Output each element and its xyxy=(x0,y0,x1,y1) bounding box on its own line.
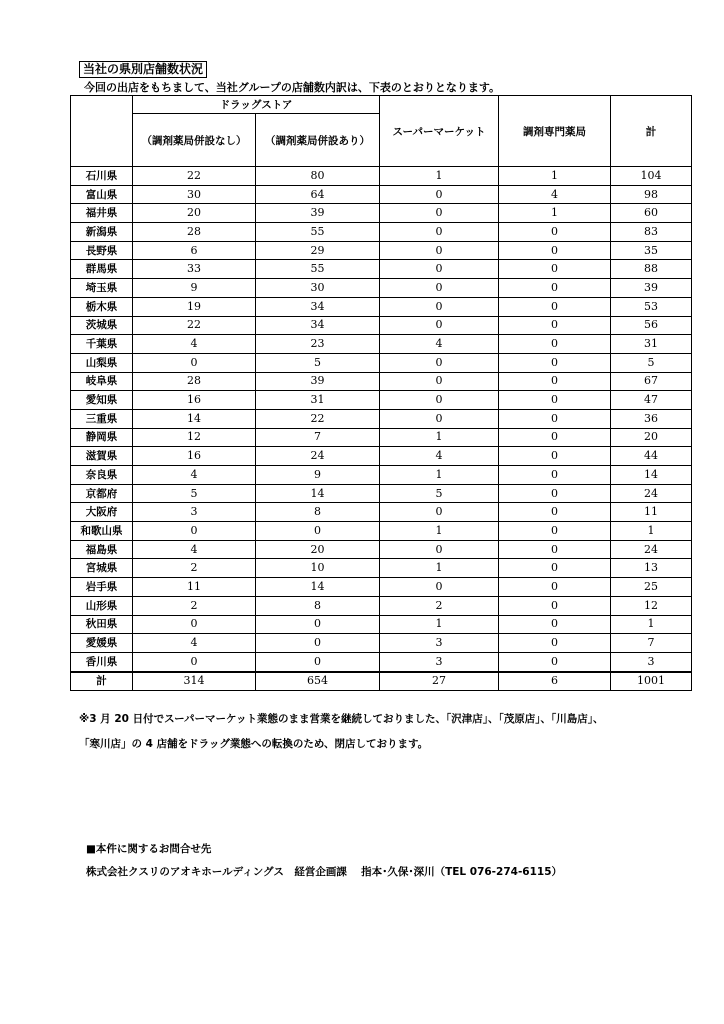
table-body xyxy=(71,167,692,691)
cell-drug-with-pharmacy: 64 xyxy=(256,185,380,204)
cell-prefecture: 秋田県 xyxy=(71,615,133,634)
cell-drug-with-pharmacy: 80 xyxy=(256,167,380,186)
cell-prefecture: 福島県 xyxy=(71,540,133,559)
cell-drug-no-pharmacy: 3 xyxy=(133,503,256,522)
table-row xyxy=(71,634,692,653)
cell-prefecture: 石川県 xyxy=(71,167,133,186)
cell-drug-no-pharmacy: 30 xyxy=(133,185,256,204)
cell-total: 1001 xyxy=(611,672,692,691)
cell-pharmacy-only: 0 xyxy=(499,260,611,279)
cell-pharmacy-only: 0 xyxy=(499,559,611,578)
cell-prefecture: 岩手県 xyxy=(71,578,133,597)
header-drug-with-pharmacy: （調剤薬局併設あり） xyxy=(256,114,380,167)
cell-drug-with-pharmacy: 0 xyxy=(256,522,380,541)
cell-total: 3 xyxy=(611,652,692,671)
table-row xyxy=(71,578,692,597)
cell-pharmacy-only: 0 xyxy=(499,447,611,466)
cell-total: 24 xyxy=(611,484,692,503)
table-row xyxy=(71,447,692,466)
cell-supermarket: 1 xyxy=(380,559,499,578)
cell-drug-no-pharmacy: 4 xyxy=(133,540,256,559)
cell-pharmacy-only: 0 xyxy=(499,372,611,391)
note-line-2: 「寒川店」の 4 店舗をドラッグ業態への転換のため、閉店しております。 xyxy=(79,738,429,750)
cell-total: 7 xyxy=(611,634,692,653)
cell-prefecture: 奈良県 xyxy=(71,466,133,485)
cell-prefecture: 香川県 xyxy=(71,652,133,671)
cell-supermarket: 0 xyxy=(380,391,499,410)
cell-drug-with-pharmacy: 39 xyxy=(256,204,380,223)
table-row xyxy=(71,185,692,204)
cell-supermarket: 0 xyxy=(380,185,499,204)
cell-pharmacy-only: 0 xyxy=(499,615,611,634)
cell-prefecture: 計 xyxy=(71,672,133,691)
cell-supermarket: 0 xyxy=(380,578,499,597)
cell-drug-no-pharmacy: 16 xyxy=(133,447,256,466)
cell-prefecture: 山梨県 xyxy=(71,353,133,372)
table-row xyxy=(71,409,692,428)
cell-total: 39 xyxy=(611,279,692,298)
cell-pharmacy-only: 0 xyxy=(499,503,611,522)
cell-prefecture: 茨城県 xyxy=(71,316,133,335)
cell-drug-with-pharmacy: 7 xyxy=(256,428,380,447)
cell-drug-with-pharmacy: 55 xyxy=(256,260,380,279)
cell-supermarket: 0 xyxy=(380,297,499,316)
cell-total: 24 xyxy=(611,540,692,559)
cell-pharmacy-only: 1 xyxy=(499,167,611,186)
cell-pharmacy-only: 0 xyxy=(499,484,611,503)
table-row xyxy=(71,391,692,410)
cell-supermarket: 0 xyxy=(380,372,499,391)
table-row xyxy=(71,204,692,223)
cell-drug-no-pharmacy: 0 xyxy=(133,615,256,634)
cell-drug-no-pharmacy: 314 xyxy=(133,672,256,691)
cell-pharmacy-only: 0 xyxy=(499,335,611,354)
cell-prefecture: 滋賀県 xyxy=(71,447,133,466)
header-total: 計 xyxy=(611,96,692,167)
cell-total: 60 xyxy=(611,204,692,223)
cell-supermarket: 3 xyxy=(380,652,499,671)
cell-supermarket: 0 xyxy=(380,223,499,242)
cell-supermarket: 4 xyxy=(380,335,499,354)
cell-drug-no-pharmacy: 19 xyxy=(133,297,256,316)
cell-drug-with-pharmacy: 10 xyxy=(256,559,380,578)
cell-supermarket: 0 xyxy=(380,260,499,279)
cell-drug-no-pharmacy: 6 xyxy=(133,241,256,260)
cell-drug-no-pharmacy: 4 xyxy=(133,466,256,485)
cell-supermarket: 0 xyxy=(380,409,499,428)
contact-details: 株式会社クスリのアオキホールディングス 経営企画課 指本･久保･深川（TEL 076-274-6115） xyxy=(86,866,563,878)
cell-drug-no-pharmacy: 2 xyxy=(133,559,256,578)
cell-pharmacy-only: 1 xyxy=(499,204,611,223)
table-row xyxy=(71,540,692,559)
cell-prefecture: 群馬県 xyxy=(71,260,133,279)
cell-drug-with-pharmacy: 14 xyxy=(256,578,380,597)
table-row xyxy=(71,652,692,671)
cell-drug-no-pharmacy: 14 xyxy=(133,409,256,428)
cell-drug-with-pharmacy: 31 xyxy=(256,391,380,410)
table-row xyxy=(71,260,692,279)
cell-supermarket: 4 xyxy=(380,447,499,466)
cell-pharmacy-only: 0 xyxy=(499,652,611,671)
cell-pharmacy-only: 0 xyxy=(499,428,611,447)
cell-supermarket: 0 xyxy=(380,204,499,223)
cell-supermarket: 0 xyxy=(380,316,499,335)
cell-prefecture: 愛知県 xyxy=(71,391,133,410)
cell-drug-no-pharmacy: 28 xyxy=(133,223,256,242)
cell-supermarket: 5 xyxy=(380,484,499,503)
cell-prefecture: 京都府 xyxy=(71,484,133,503)
cell-prefecture: 山形県 xyxy=(71,596,133,615)
cell-pharmacy-only: 0 xyxy=(499,279,611,298)
cell-pharmacy-only: 0 xyxy=(499,634,611,653)
cell-supermarket: 1 xyxy=(380,522,499,541)
cell-supermarket: 0 xyxy=(380,279,499,298)
cell-drug-no-pharmacy: 2 xyxy=(133,596,256,615)
cell-supermarket: 1 xyxy=(380,167,499,186)
cell-drug-with-pharmacy: 30 xyxy=(256,279,380,298)
cell-pharmacy-only: 0 xyxy=(499,391,611,410)
cell-total: 35 xyxy=(611,241,692,260)
cell-drug-no-pharmacy: 22 xyxy=(133,167,256,186)
cell-total: 12 xyxy=(611,596,692,615)
cell-drug-with-pharmacy: 8 xyxy=(256,503,380,522)
cell-drug-no-pharmacy: 5 xyxy=(133,484,256,503)
cell-drug-with-pharmacy: 0 xyxy=(256,652,380,671)
cell-supermarket: 2 xyxy=(380,596,499,615)
cell-drug-with-pharmacy: 8 xyxy=(256,596,380,615)
cell-total: 67 xyxy=(611,372,692,391)
table-row xyxy=(71,484,692,503)
cell-pharmacy-only: 4 xyxy=(499,185,611,204)
cell-total: 88 xyxy=(611,260,692,279)
cell-pharmacy-only: 0 xyxy=(499,353,611,372)
cell-drug-with-pharmacy: 5 xyxy=(256,353,380,372)
cell-prefecture: 埼玉県 xyxy=(71,279,133,298)
cell-total: 1 xyxy=(611,522,692,541)
cell-drug-with-pharmacy: 20 xyxy=(256,540,380,559)
cell-total: 13 xyxy=(611,559,692,578)
cell-prefecture: 千葉県 xyxy=(71,335,133,354)
cell-pharmacy-only: 0 xyxy=(499,578,611,597)
cell-prefecture: 岐阜県 xyxy=(71,372,133,391)
cell-total: 1 xyxy=(611,615,692,634)
table-row xyxy=(71,241,692,260)
cell-prefecture: 三重県 xyxy=(71,409,133,428)
cell-pharmacy-only: 0 xyxy=(499,223,611,242)
cell-total: 36 xyxy=(611,409,692,428)
table-row xyxy=(71,223,692,242)
cell-drug-with-pharmacy: 14 xyxy=(256,484,380,503)
cell-pharmacy-only: 0 xyxy=(499,316,611,335)
cell-prefecture: 富山県 xyxy=(71,185,133,204)
table-row xyxy=(71,335,692,354)
cell-total: 11 xyxy=(611,503,692,522)
cell-supermarket: 3 xyxy=(380,634,499,653)
cell-supermarket: 1 xyxy=(380,615,499,634)
cell-drug-no-pharmacy: 11 xyxy=(133,578,256,597)
cell-drug-with-pharmacy: 39 xyxy=(256,372,380,391)
header-pharmacy-only: 調剤専門薬局 xyxy=(499,96,611,167)
cell-drug-with-pharmacy: 55 xyxy=(256,223,380,242)
cell-drug-no-pharmacy: 0 xyxy=(133,522,256,541)
cell-pharmacy-only: 0 xyxy=(499,409,611,428)
cell-prefecture: 福井県 xyxy=(71,204,133,223)
table-row xyxy=(71,372,692,391)
table-row xyxy=(71,559,692,578)
cell-drug-no-pharmacy: 0 xyxy=(133,353,256,372)
table-row xyxy=(71,279,692,298)
cell-drug-no-pharmacy: 0 xyxy=(133,652,256,671)
cell-drug-no-pharmacy: 4 xyxy=(133,335,256,354)
cell-drug-with-pharmacy: 22 xyxy=(256,409,380,428)
intro-text: 今回の出店をもちまして、当社グループの店舗数内訳は、下表のとおりとなります。 xyxy=(84,81,501,94)
cell-pharmacy-only: 6 xyxy=(499,672,611,691)
table-row xyxy=(71,522,692,541)
cell-total: 47 xyxy=(611,391,692,410)
table-total-row xyxy=(71,672,692,691)
header-supermarket: スーパーマーケット xyxy=(380,96,499,167)
cell-drug-with-pharmacy: 29 xyxy=(256,241,380,260)
table-row xyxy=(71,503,692,522)
cell-prefecture: 宮城県 xyxy=(71,559,133,578)
header-prefecture-blank xyxy=(71,96,133,167)
cell-prefecture: 長野県 xyxy=(71,241,133,260)
cell-total: 44 xyxy=(611,447,692,466)
cell-drug-with-pharmacy: 0 xyxy=(256,615,380,634)
cell-prefecture: 大阪府 xyxy=(71,503,133,522)
contact-heading: ■本件に関するお問合せ先 xyxy=(86,843,212,855)
cell-drug-no-pharmacy: 4 xyxy=(133,634,256,653)
table-row xyxy=(71,615,692,634)
table-row xyxy=(71,353,692,372)
cell-total: 53 xyxy=(611,297,692,316)
cell-supermarket: 27 xyxy=(380,672,499,691)
cell-total: 5 xyxy=(611,353,692,372)
cell-pharmacy-only: 0 xyxy=(499,241,611,260)
cell-drug-with-pharmacy: 34 xyxy=(256,316,380,335)
cell-prefecture: 新潟県 xyxy=(71,223,133,242)
cell-total: 98 xyxy=(611,185,692,204)
table-row xyxy=(71,297,692,316)
header-drugstore: ドラッグストア xyxy=(133,96,380,114)
cell-total: 31 xyxy=(611,335,692,354)
cell-pharmacy-only: 0 xyxy=(499,297,611,316)
cell-drug-with-pharmacy: 654 xyxy=(256,672,380,691)
cell-supermarket: 1 xyxy=(380,428,499,447)
cell-total: 83 xyxy=(611,223,692,242)
cell-drug-no-pharmacy: 28 xyxy=(133,372,256,391)
table-row xyxy=(71,428,692,447)
store-count-table xyxy=(70,95,692,691)
cell-pharmacy-only: 0 xyxy=(499,522,611,541)
table-row xyxy=(71,466,692,485)
note-line-1: ※3 月 20 日付でスーパーマーケット業態のまま営業を継続しておりました、「沢津店」、「茂原店」、「川島店」、 xyxy=(79,713,604,725)
cell-total: 14 xyxy=(611,466,692,485)
cell-prefecture: 和歌山県 xyxy=(71,522,133,541)
cell-prefecture: 愛媛県 xyxy=(71,634,133,653)
cell-prefecture: 静岡県 xyxy=(71,428,133,447)
cell-supermarket: 1 xyxy=(380,466,499,485)
cell-drug-with-pharmacy: 9 xyxy=(256,466,380,485)
cell-supermarket: 0 xyxy=(380,540,499,559)
cell-drug-with-pharmacy: 23 xyxy=(256,335,380,354)
cell-drug-no-pharmacy: 33 xyxy=(133,260,256,279)
cell-prefecture: 栃木県 xyxy=(71,297,133,316)
cell-total: 104 xyxy=(611,167,692,186)
cell-drug-no-pharmacy: 20 xyxy=(133,204,256,223)
table-row xyxy=(71,596,692,615)
cell-drug-with-pharmacy: 34 xyxy=(256,297,380,316)
cell-drug-with-pharmacy: 24 xyxy=(256,447,380,466)
cell-pharmacy-only: 0 xyxy=(499,596,611,615)
cell-supermarket: 0 xyxy=(380,503,499,522)
cell-drug-no-pharmacy: 16 xyxy=(133,391,256,410)
cell-supermarket: 0 xyxy=(380,241,499,260)
table-header xyxy=(71,96,692,167)
cell-drug-no-pharmacy: 12 xyxy=(133,428,256,447)
cell-drug-with-pharmacy: 0 xyxy=(256,634,380,653)
header-drug-no-pharmacy: （調剤薬局併設なし） xyxy=(133,114,256,167)
cell-pharmacy-only: 0 xyxy=(499,466,611,485)
cell-total: 25 xyxy=(611,578,692,597)
table-row xyxy=(71,316,692,335)
cell-supermarket: 0 xyxy=(380,353,499,372)
cell-pharmacy-only: 0 xyxy=(499,540,611,559)
cell-drug-no-pharmacy: 9 xyxy=(133,279,256,298)
cell-drug-no-pharmacy: 22 xyxy=(133,316,256,335)
cell-total: 20 xyxy=(611,428,692,447)
section-title: 当社の県別店舗数状況 xyxy=(79,61,207,78)
table-row xyxy=(71,167,692,186)
cell-total: 56 xyxy=(611,316,692,335)
